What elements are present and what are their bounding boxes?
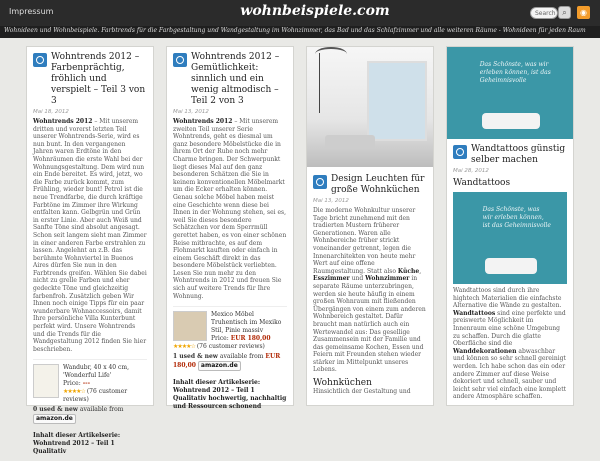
used-new-link[interactable]: 0 used & new [33,406,78,414]
excerpt-text: abwaschbar und können so sehr schnell gereinigt werden. Ich habe schon das ein oder andere Zimmer auf diese Weise dekoriert und schnell, sauber und leicht sehr viel einfach eine komplett andere Atmosphäre schaffen. [453,347,567,401]
sofa-image [482,113,540,129]
search-button[interactable] [558,6,571,19]
sofa-image [325,135,375,149]
product-image[interactable] [33,364,59,398]
excerpt-text: – Mit unserem dritten und vorerst letzten Teil unserer Wohntrends-Serie, wird es nun bunt. In den vergangenen Jahren waren Erdtöne in den Wohnräumen die erste Wahl bei der Wohnungsgestaltung. Dem wird nun ein Ende bereitet. Es wird, jetzt, wo die Farbe zurück kommt, zum Frühling, wieder bunt! Petrol ist die neue Trendfarbe, die durch kräftige Farbtöne im Zimmer ihre Wirkung entfalten kann. Gelbgrün und Grün in erster Linie. Aber auch Weiß und Sanfte Töne sind absolut angesagt. Schon seit langem sieht man Zimmer in einer anderen Farbe erstrahlen zu lassen. Angelehnt an z.B. das berühmte Wohnviertel in Buenos Aires dürfen Sie nun in den Farbtrends greifen. Wählen Sie dabei nicht zu grelle Farben und eher gedeckte Töne und gleichzeitig farbenfroh. Zusätzlich geben Wir Ihnen noch einige Tipps für ein paar wunderbare Wohnaccessoirs, damit Ihre persönliche Villa Kunterbunt perfekt wird. Unsere Wohntrends und die Trends für die Wandgestaltung 2012 finden Sie hier beschrieben. [33,118,147,353]
post-image[interactable] [307,47,433,169]
post-excerpt [453,287,567,401]
series-heading: Inhalt dieser Artikelserie: [173,379,261,387]
post-date: Mai 18, 2012 [33,109,69,115]
post-title[interactable] [313,174,427,196]
excerpt-sep: , [419,267,422,275]
search-input[interactable]: Search [530,7,558,19]
product-used [33,404,147,424]
price-label: Price: [63,380,81,388]
post-card-2 [166,46,294,411]
keyword-esszimmer: Esszimmer [313,275,350,283]
post-title-link[interactable]: Wandtattoos günstig selber machen [471,144,566,165]
impressum-link[interactable]: Impressum [9,7,54,16]
product-box [33,359,147,424]
series-item[interactable]: Wohntrend 2012 – Teil 1 Qualitativ hochwertig, nachhaltig und Ressourcen schonend [173,387,287,411]
excerpt-text: sind eine perfekte und preiswerte Möglichkeit im Innenraum eine schöne Umgebung zu schaffen. Durch die glatte Oberfläche sind die [453,309,566,348]
post-card-3 [306,46,434,406]
post-title[interactable] [33,52,147,107]
product-name[interactable]: Wandubr, 40 x 40 cm, 'Wonderful Life' [63,364,129,380]
post-card-4 [446,46,574,406]
post-excerpt [313,207,427,374]
post-date: Mai 13, 2012 [313,198,349,204]
post-date: Mai 13, 2012 [173,109,209,115]
post-title-link[interactable]: Design Leuchten für große Wohnküchen [331,174,425,195]
post-card-1 [26,46,154,456]
search-icon: ⌕ [562,8,567,17]
keyword-wohnzimmer: Wohnzimmer [365,275,410,283]
wandtattoo-image-2[interactable] [453,192,567,284]
price-value: --- [82,380,91,388]
keyword-wandtattoos: Wandtattoos [453,309,496,317]
post-title[interactable] [453,144,567,166]
price-label: Price: [211,335,229,343]
subheading-text: Hinsichtlich der Gestaltung und [313,388,411,396]
review-count[interactable]: (76 customer reviews) [63,388,128,404]
price-value: EUR 180,00 [230,335,271,343]
keyword-wanddekorationen: Wanddekorationen [453,347,517,355]
site-logo[interactable]: wohnbeispiele.com [240,3,390,19]
post-format-icon [173,53,187,67]
series-heading: Inhalt dieser Artikelserie: [33,432,121,440]
excerpt-bold: Wohntrends 2012 [173,118,233,125]
post-excerpt [33,118,147,353]
site-tagline: Wohnideen und Wohnbeispiele. Farbtrends für die Farbgestaltung und Wandgestaltung im Wohnzimmer, das Bad und das Schlafzimmer und alle weiteren Räume - Wohnideen für jeden Raum [4,27,586,34]
product-name[interactable]: Mexico Möbel Truhentisch im Mexiko Stil, Pinie massiv [211,311,282,335]
post-title-link[interactable]: Wohntrends 2012 – Farbenprächtig, fröhlich und verspielt – Teil 3 von 3 [51,52,146,106]
post-format-icon [453,145,467,159]
available-text: available from [219,353,264,361]
excerpt-sep: und [349,275,366,283]
excerpt-bold: Wohntrends 2012 [33,118,93,125]
window-image [367,61,427,141]
post-title[interactable] [173,52,287,107]
sofa-image [485,258,537,274]
used-price: EUR 180,00 [173,353,281,370]
post-date: Mai 28, 2012 [453,168,489,174]
tagline-bar [0,26,600,38]
lamp-pole [319,53,320,113]
product-image[interactable] [173,311,207,341]
used-new-link[interactable]: 1 used & new [173,353,218,361]
product-reviews [173,343,287,351]
wall-quote: Das Schönste, was wir erleben können, ist das Geheimnisvolle [482,206,551,229]
post-format-icon [313,175,327,189]
excerpt-text: Die moderne Wohnkultur unserer Tage bricht zunehmend mit den tradierten Mustern früherer Generationen. Waren alle Wohnbereiche früher strickt voneinander getrennt, legen die Innenarchitekten von heute mehr Wert auf eine offene Raumgestaltung. Statt also [313,207,416,275]
product-box [173,306,287,371]
available-text: available from [79,406,124,414]
series-item[interactable]: Wohntrend 2012 – Teil 1 Qualitativ [33,440,115,456]
rss-button[interactable] [577,6,590,19]
post-title-link[interactable]: Wohntrends 2012 – Gemütlichkeit: sinnlich und ein wenig altmodisch – Teil 2 von 3 [191,52,280,106]
excerpt-text: – Mit unserem zweiten Teil unserer Serie Wohntrends, geht es diesmal um ganz besondere Möbelstücke die in ihrem Ort der Ruhe noch mehr Charme bringen. Der Schwerpunkt liegt dieses Mal auf den ganz besonderen Schätzen die Sie in keinem konventionellen Möbelmarkt um die Ecker erhalten können. Genau solche Möbel haben meist eine Geschichte wenn diese bei Ihnen in der Wohnung stehen, sei es, weil Sie dieses besondere Schätzchen vor dem Sperrmüll gerettet haben, es von einer schönen Reise mitbrachte, es auf dem Flohmarkt kauften oder einfach in einem Geschäft direkt in das besondere Möbelstück verliebten. Lesen Sie nun mehr zu den Wohntrends in 2012 und freuen Sie sich auf weitere Trends für Ihre Wohnung. [173,118,287,300]
excerpt-text: Wandtattoos sind durch ihre hightech Materialien die einfachste Alternative die Wände zu gestalten. [453,287,562,310]
amazon-logo[interactable]: amazon.de [198,361,241,371]
lamp-arc [315,47,347,61]
top-bar [0,0,600,26]
subheading: Wohnküchen [313,378,372,389]
star-rating-icon: ★★★★☆ [63,388,85,396]
rss-icon: ◉ [580,8,587,17]
keyword-kueche: Küche [397,267,420,275]
review-count[interactable]: (76 customer reviews) [196,343,265,351]
post-format-icon [33,53,47,67]
excerpt-text: in separate Räume unterzubringen, werden sie heute häufig in einem großen Wohnraum mit fließenden Übergängen von einem zum anderen Wohnbereich gestaltet. Dafür braucht man natürlich auch ein Wertewandel aus: Das gesellige Zusammensein mit der Familie und das gemeinsame Kochen, Essen und Feiern mit Freunden stehen wieder stärker im Mittelpunkt unseres Lebens. [313,275,426,374]
wall-quote: Das Schönste, was wir erleben können, ist das Geheimnisvolle [479,61,551,84]
product-used [173,351,287,371]
post-excerpt [173,118,287,300]
wandtattoo-image[interactable] [447,47,573,139]
amazon-logo[interactable]: amazon.de [33,414,76,424]
star-rating-icon: ★★★★☆ [173,343,195,351]
subheading: Wandtattoos [453,178,511,188]
